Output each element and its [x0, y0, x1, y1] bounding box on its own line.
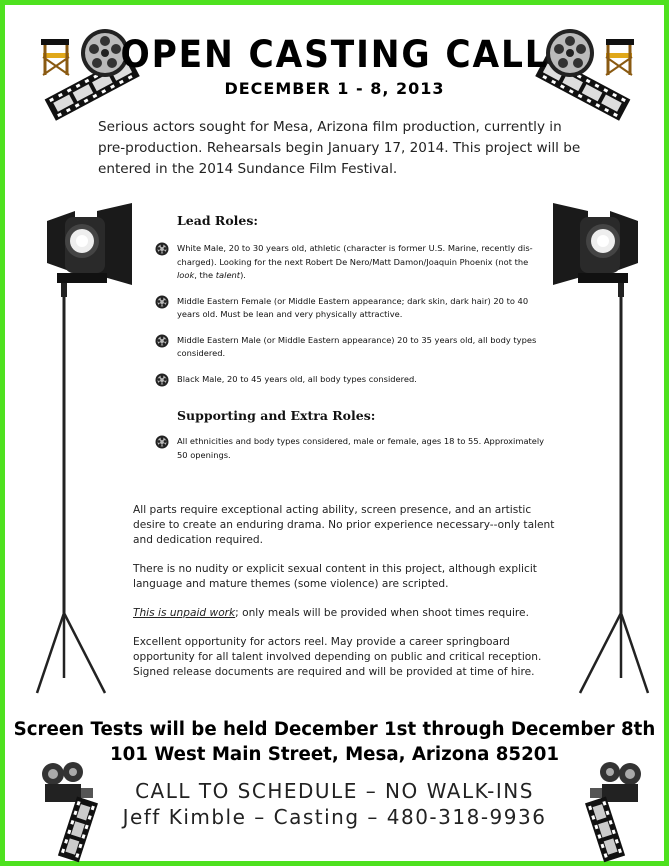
role-emphasis-talent: talent — [215, 270, 241, 280]
role-text: All ethnicities and body types considered, male or female, ages 18 to 55. Approximately 50 openings. — [177, 436, 545, 460]
address-line: 101 West Main Street, Mesa, Arizona 85201 — [109, 744, 560, 765]
film-reel-icon — [155, 373, 169, 387]
role-text: Black Male, 20 to 45 years old, all body types considered. — [177, 373, 417, 384]
film-reel-icon — [155, 334, 169, 348]
spotlight-icon-right — [543, 203, 658, 703]
film-reel-icon — [155, 295, 169, 309]
role-text: , the — [194, 270, 216, 280]
requirements-paragraph: All parts require exceptional acting ability, screen presence, and an artistic desire to create an enduring drama. No prior experience necessary--only talent and dedication required. — [133, 504, 555, 546]
role-text: Middle Eastern Male (or Middle Eastern appearance) 20 to 35 years old, all body types considered. — [177, 334, 537, 358]
role-item — [155, 295, 550, 322]
call-to-schedule: CALL TO SCHEDULE – NO WALK-INS — [135, 779, 534, 803]
role-item — [155, 373, 550, 387]
role-item — [155, 334, 550, 361]
supporting-roles-heading: Supporting and Extra Roles: — [177, 408, 376, 423]
details-section — [133, 503, 558, 694]
role-item — [155, 435, 550, 462]
film-reel-icon — [155, 242, 169, 256]
role-text: Middle Eastern Female (or Middle Eastern appearance; dark skin, dark hair) 20 to 40 years old. Must be lean and very physically attractive. — [177, 295, 529, 319]
role-text: White Male, 20 to 30 years old, athletic (character is former U.S. Marine, recently dis-charged). Looking for the next Robert De Nero/Matt Damon/Joaquin Phoenix (not the — [177, 243, 533, 267]
opportunity-paragraph: Excellent opportunity for actors reel. May provide a career springboard opportunity for all talent involved depending on public and critical reception. Signed release documents are required and will be provided at time of hire. — [133, 636, 542, 678]
unpaid-notice: This is unpaid work — [133, 607, 236, 619]
content-paragraph: There is no nudity or explicit sexual content in this project, although explicit language and mature themes (some violence) are scripted. — [133, 563, 537, 590]
compensation-text: ; only meals will be provided when shoot times require. — [235, 607, 529, 619]
contact-line: Jeff Kimble – Casting – 480-318-9936 — [122, 805, 547, 829]
spotlight-icon-left — [27, 203, 142, 703]
event-dates: DECEMBER 1 - 8, 2013 — [224, 79, 445, 98]
page-title: OPEN CASTING CALL — [120, 33, 549, 76]
role-text: ). — [240, 270, 246, 280]
compensation-paragraph — [133, 606, 558, 621]
roles-section — [155, 213, 550, 462]
role-item — [155, 242, 550, 283]
intro-paragraph: Serious actors sought for Mesa, Arizona film production, currently in pre-production. Rehearsals begin January 17, 2014. This project will be entered in the 2014 Sundance Film Festival. — [98, 119, 581, 177]
screen-tests-line: Screen Tests will be held December 1st through December 8th — [13, 719, 656, 740]
role-emphasis-look: look — [177, 270, 195, 280]
lead-roles-heading: Lead Roles: — [177, 213, 259, 228]
film-reel-icon — [155, 435, 169, 449]
